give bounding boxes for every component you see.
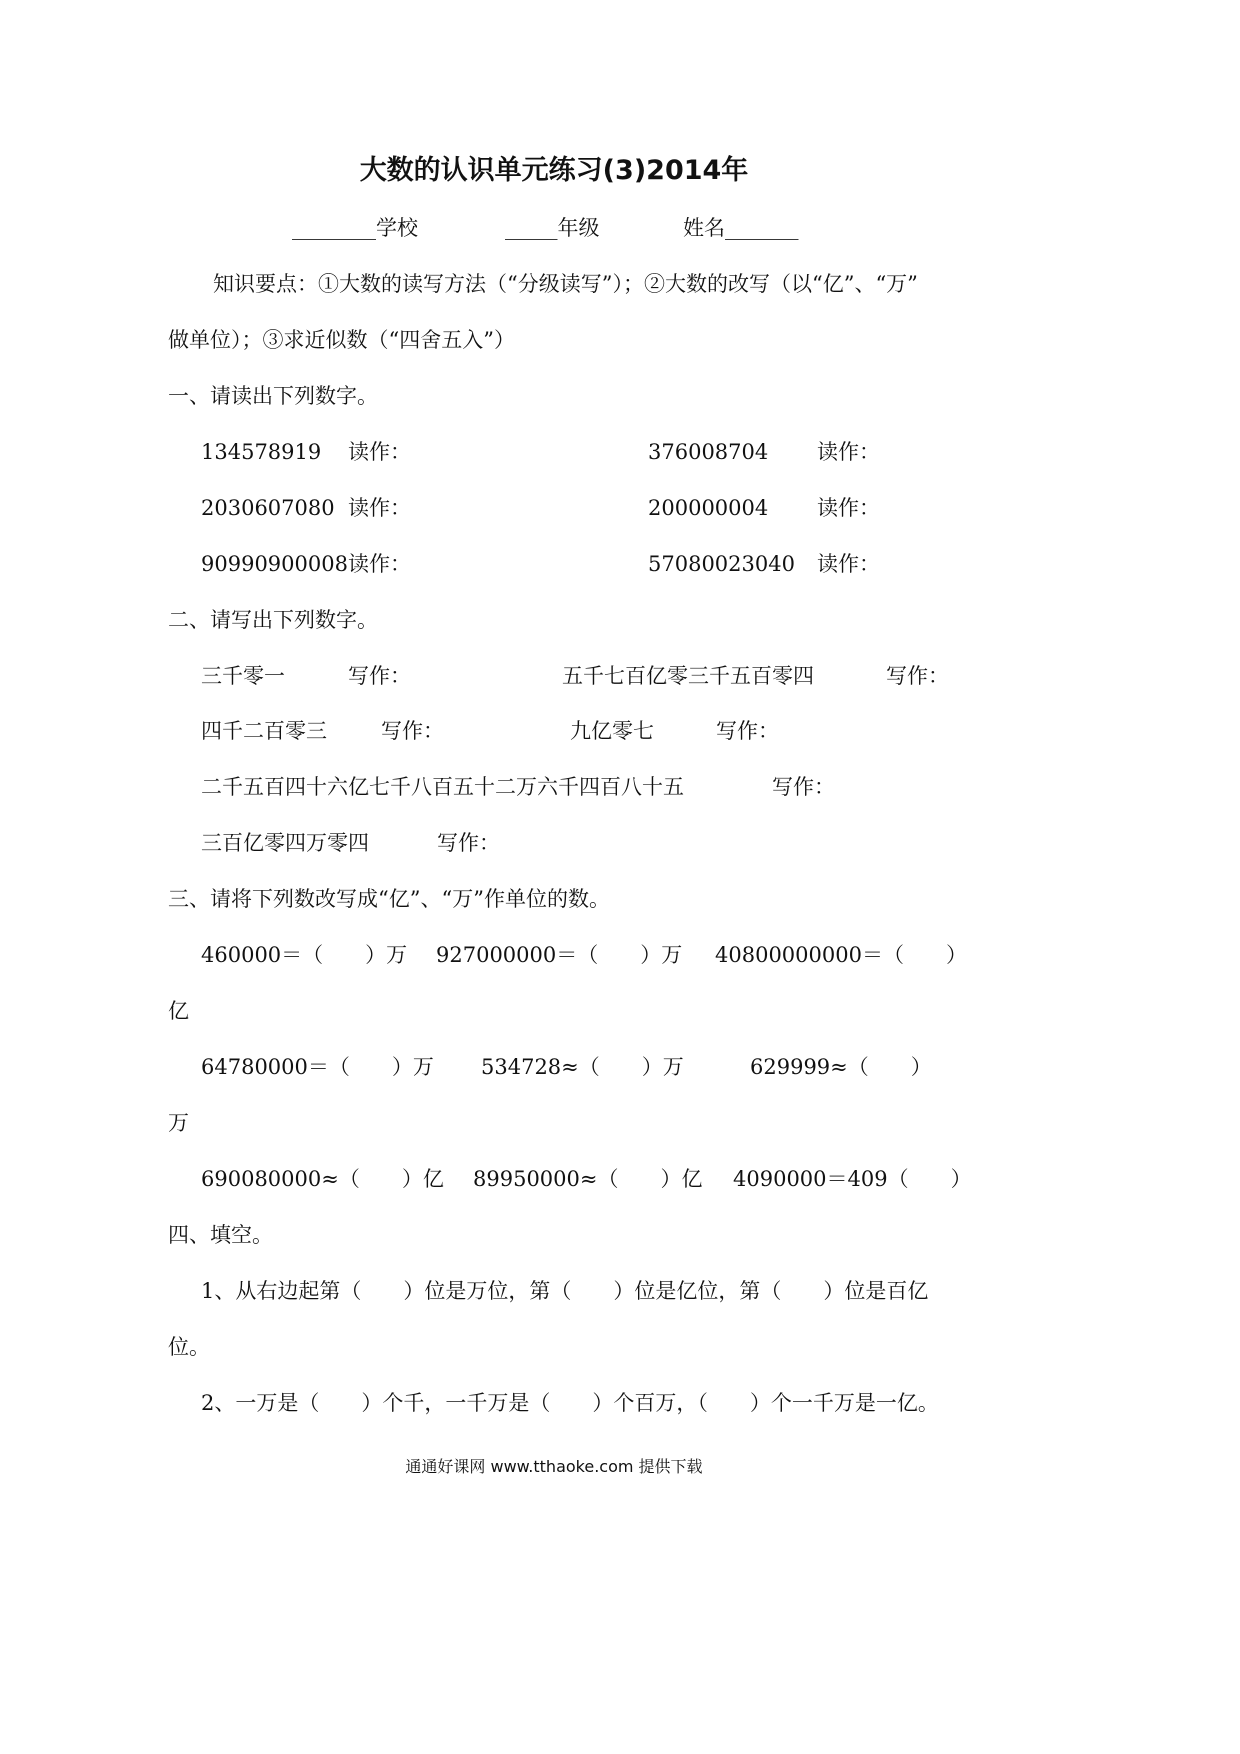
read-label: 读作： (817, 552, 880, 576)
read-number: 57080023040 (648, 552, 795, 576)
write-words: 九亿零七 (570, 719, 654, 743)
convert-item: 534728≈（ ）万 (481, 1055, 684, 1079)
convert-item: 64780000＝（ ）万 (201, 1055, 434, 1079)
school-blank: ________学校 (292, 216, 418, 240)
write-label: 写作： (348, 664, 411, 688)
write-words: 二千五百四十六亿七千八百五十二万六千四百八十五 (201, 775, 684, 799)
write-words: 四千二百零三 (201, 719, 327, 743)
convert-unit-wrap: 亿 (168, 999, 189, 1023)
knowledge-line-1: 知识要点：①大数的读写方法（“分级读写”）；②大数的改写（以“亿”、“万” (213, 272, 918, 296)
convert-item: 927000000＝（ ）万 (436, 943, 683, 967)
section-2-heading: 二、请写出下列数字。 (168, 608, 378, 632)
write-label: 写作： (381, 719, 444, 743)
convert-item: 89950000≈（ ）亿 (473, 1167, 703, 1191)
read-label: 读作： (817, 496, 880, 520)
name-blank: 姓名_______ (683, 216, 799, 240)
read-label: 读作： (348, 552, 411, 576)
read-number: 200000004 (648, 496, 769, 520)
convert-item: 40800000000＝（ ） (715, 943, 967, 967)
write-label: 写作： (437, 831, 500, 855)
convert-item: 4090000＝409（ ） (733, 1167, 972, 1191)
convert-item: 629999≈（ ） (750, 1055, 932, 1079)
read-number: 376008704 (648, 440, 769, 464)
write-words: 五千七百亿零三千五百零四 (562, 664, 814, 688)
convert-item: 690080000≈（ ）亿 (201, 1167, 444, 1191)
write-words: 三千零一 (201, 664, 285, 688)
section-4-heading: 四、填空。 (168, 1223, 273, 1247)
write-label: 写作： (886, 664, 949, 688)
section-3-heading: 三、请将下列数改写成“亿”、“万”作单位的数。 (168, 887, 610, 911)
knowledge-line-2: 做单位）；③求近似数（“四舍五入”） (168, 328, 515, 352)
read-label: 读作： (348, 440, 411, 464)
page-title: 大数的认识单元练习(3)2014年 (359, 155, 749, 186)
read-number: 2030607080 (201, 496, 335, 520)
fill-question-2: 2、一万是（ ）个千，一千万是（ ）个百万，（ ）个一千万是一亿。 (201, 1391, 939, 1415)
read-label: 读作： (817, 440, 880, 464)
convert-unit-wrap: 万 (168, 1111, 189, 1135)
write-label: 写作： (716, 719, 779, 743)
section-1-heading: 一、请读出下列数字。 (168, 384, 378, 408)
write-label: 写作： (772, 775, 835, 799)
fill-question-1: 1、从右边起第（ ）位是万位，第（ ）位是亿位，第（ ）位是百亿 (201, 1279, 929, 1303)
read-number: 90990900008 (201, 552, 348, 576)
fill-question-1-cont: 位。 (168, 1335, 210, 1359)
grade-blank: _____年级 (505, 216, 600, 240)
footer-credit: 通通好课网 www.tthaoke.com 提供下载 (405, 1457, 703, 1476)
write-words: 三百亿零四万零四 (201, 831, 369, 855)
read-number: 134578919 (201, 440, 322, 464)
read-label: 读作： (348, 496, 411, 520)
convert-item: 460000＝（ ）万 (201, 943, 408, 967)
